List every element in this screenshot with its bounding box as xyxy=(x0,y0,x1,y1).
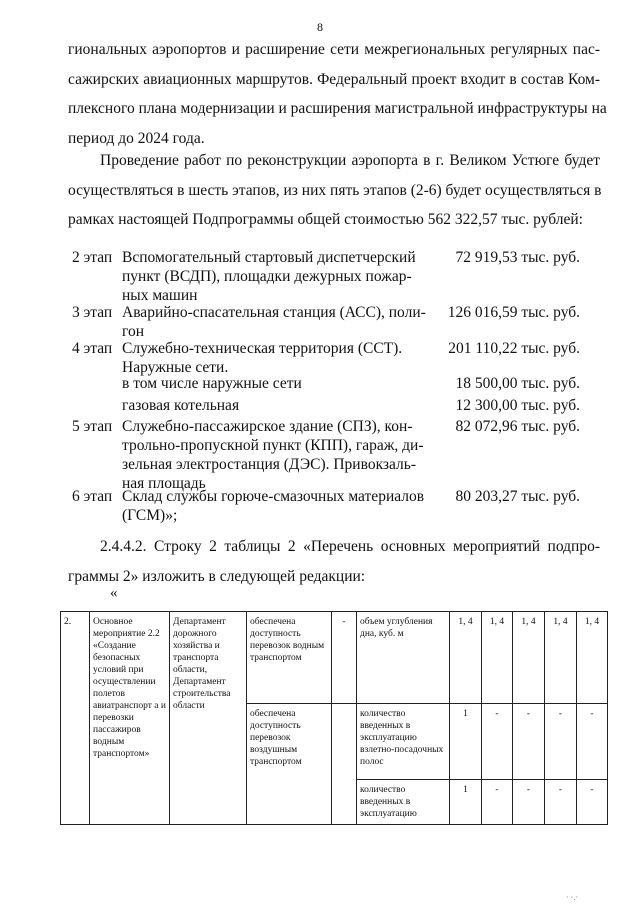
text-line: Наружные сети. xyxy=(122,359,229,376)
stage-label: 3 этап xyxy=(72,304,113,321)
text-line: Склад службы горюче-смазочных материалов xyxy=(122,488,425,505)
page-number: 8 xyxy=(317,20,323,34)
opening-quote: « xyxy=(110,585,118,601)
stage-amount: 12 300,00 тыс. руб. xyxy=(455,397,580,414)
result-water: обеспечена доступность перевозок водным транспортом xyxy=(247,612,332,704)
stage-amount: 80 203,27 тыс. руб. xyxy=(455,488,580,505)
measures-table xyxy=(60,611,608,825)
text-line: Аварийно-спасательная станция (АСС), поли- xyxy=(122,304,426,321)
paragraph-amendment xyxy=(68,532,600,591)
text-line: граммы 2» изложить в следующей редакции: xyxy=(68,567,366,585)
value-cell: 1, 4 xyxy=(577,612,608,704)
text-line: осуществляться в шесть этапов, из них пять этапов (2-6) будет осуществляться в xyxy=(68,181,602,199)
text-line: (ГСМ)»; xyxy=(122,507,178,524)
indicator: объем углубления дна, куб. м xyxy=(357,612,450,704)
text-line: зельная электростанция (ДЭС). Привокзаль- xyxy=(122,456,416,473)
stage-amount: 72 919,53 тыс. руб. xyxy=(455,249,580,266)
text-line: пункт (ВСДП), площадки дежурных пожар- xyxy=(122,268,412,285)
text-line: Служебно-пассажирское здание (СПЗ), кон- xyxy=(122,418,413,435)
text-line: Проведение работ по реконструкции аэропорта в г. Великом Устюге будет xyxy=(100,152,600,169)
text-line: рамках настоящей Подпрограммы общей стоимостью 562 322,57 тыс. рублей: xyxy=(68,211,583,228)
value-cell: - xyxy=(545,780,577,825)
table-row xyxy=(61,612,608,704)
row-number: 2. xyxy=(61,612,90,825)
stage-label: 5 этап xyxy=(72,418,113,435)
value-cell: - xyxy=(577,780,608,825)
stage-label: 4 этап xyxy=(72,340,113,357)
stage-amount: 201 110,22 тыс. руб. xyxy=(448,340,580,357)
result-air: обеспечена доступность перевозок воздушным транспортом xyxy=(247,704,332,825)
value-cell: - xyxy=(482,704,513,780)
text-line: ных машин xyxy=(122,287,198,304)
stage-description xyxy=(122,303,427,341)
text-line: в том числе наружные сети xyxy=(122,375,302,392)
value-cell: - xyxy=(513,704,545,780)
stage-amount: 82 072,96 тыс. руб. xyxy=(455,418,580,435)
stage-label: 2 этап xyxy=(72,249,113,266)
text-line: плексного плана модернизации и расширения магистральной инфраструктуры на xyxy=(68,100,607,117)
text-line: период до 2024 года. xyxy=(68,129,205,147)
value-cell: - xyxy=(545,704,577,780)
text-line: газовая котельная xyxy=(122,397,240,414)
text-line: сажирских авиационных маршрутов. Федеральный проект входит в состав Ком- xyxy=(68,70,600,88)
stage-description xyxy=(122,417,427,493)
executor: Департамент дорожного хозяйства и транспорта области, Департамент строительства области xyxy=(170,612,247,825)
value-cell: 1, 4 xyxy=(482,612,513,704)
stage-amount: 126 016,59 тыс. руб. xyxy=(447,304,580,321)
value-cell: 1, 4 xyxy=(545,612,577,704)
paragraph-reconstruction xyxy=(68,146,600,235)
stage-amount: 18 500,00 тыс. руб. xyxy=(455,375,580,392)
value-cell: 1, 4 xyxy=(450,612,482,704)
text-line: Служебно-техническая территория (ССТ). xyxy=(122,340,403,357)
text-line: 2.4.4.2. Строку 2 таблицы 2 «Перечень основных мероприятий подпро- xyxy=(100,538,600,555)
scan-mark: · ·.· xyxy=(566,893,578,902)
text-line: ная площадь xyxy=(122,475,206,492)
event-name: Основное мероприятие 2.2 «Создание безопасных условий при осуществлении полетов авиатранспорт а и перевозки пассажиров водным транспортом» xyxy=(90,612,170,825)
text-line: трольно-пропускной пункт (КПП), гараж, ди- xyxy=(122,437,424,454)
paragraph-airports xyxy=(68,35,607,153)
stage-description xyxy=(122,487,427,525)
dash-cell: - xyxy=(332,612,357,704)
indicator: количество введенных в эксплуатацию xyxy=(357,780,450,825)
value-cell: - xyxy=(513,780,545,825)
value-cell: 1 xyxy=(450,780,482,825)
empty-cell xyxy=(332,704,357,825)
text-line: гон xyxy=(122,323,145,340)
text-line: Вспомогательный стартовый диспетчерский xyxy=(122,249,416,266)
value-cell: 1, 4 xyxy=(513,612,545,704)
stage-description xyxy=(122,374,427,393)
stage-description xyxy=(122,339,427,377)
value-cell: 1 xyxy=(450,704,482,780)
value-cell: - xyxy=(482,780,513,825)
value-cell: - xyxy=(577,704,608,780)
indicator: количество введенных в эксплуатацию взлетно-посадочных полос xyxy=(357,704,450,780)
stage-label: 6 этап xyxy=(72,488,113,505)
text-line: гиональных аэропортов и расширение сети межрегиональных регулярных пас- xyxy=(68,41,600,58)
stage-description xyxy=(122,396,427,415)
stage-description xyxy=(122,248,427,305)
